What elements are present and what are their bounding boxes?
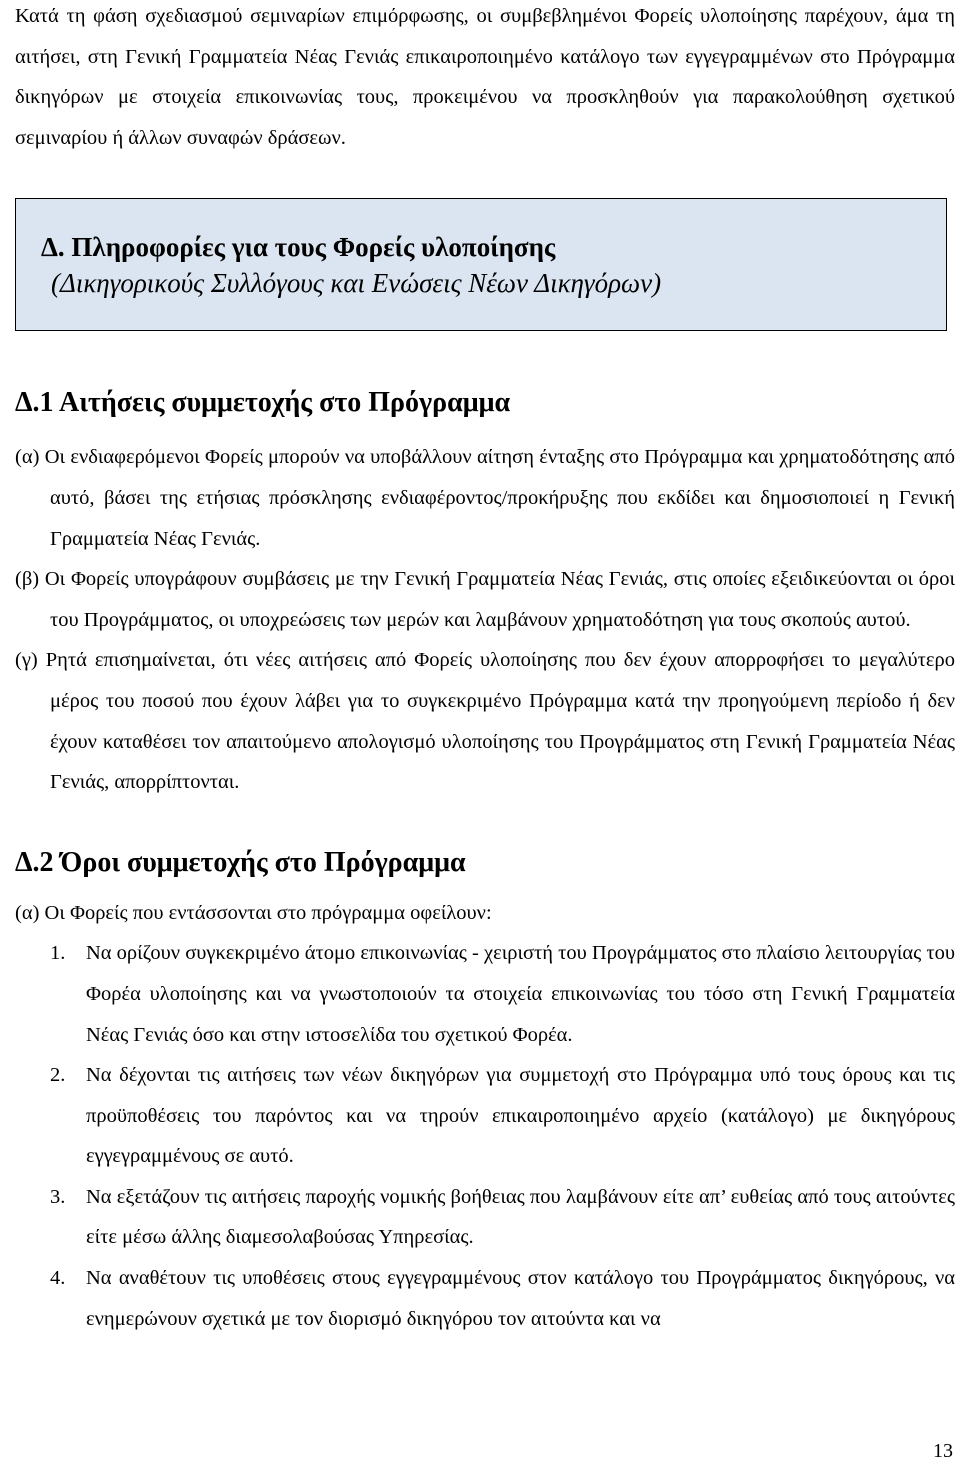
section-d-box bbox=[15, 198, 947, 331]
section-d-title: Δ. Πληροφορίες για τους Φορείς υλοποίησης bbox=[41, 232, 556, 263]
d2-numbered-list bbox=[15, 933, 955, 1339]
d1-item-b: (β) Οι Φορείς υπογράφουν συμβάσεις με την Γενική Γραμματεία Νέας Γενιάς, στις οποίες εξειδικεύονται οι όροι του Προγράμματος, οι υποχρεώσεις των μερών και λαμβάνουν χρηματοδότηση για τους σκοπούς αυτού. bbox=[15, 568, 955, 631]
d1-item-a: (α) Οι ενδιαφερόμενοι Φορείς μπορούν να υποβάλλουν αίτηση ένταξης στο Πρόγραμμα και χρηματοδότησης από αυτό, βάσει της ετήσιας πρόσκλησης ενδιαφέροντος/προκήρυξης που εκδίδει και δημοσιοποιεί η Γενική Γραμματεία Νέας Γενιάς. bbox=[15, 446, 955, 550]
page-number: 13 bbox=[933, 1440, 953, 1462]
intro-paragraph: Κατά τη φάση σχεδιασμού σεμιναρίων επιμόρφωσης, οι συμβεβλημένοι Φορείς υλοποίησης παρέχουν, άμα τη αιτήσει, στη Γενική Γραμματεία Νέας Γενιάς επικαιροποιημένο κατάλογο των εγγεγραμμένων στο Πρόγραμμα δικηγόρων με στοιχεία επικοινωνίας τους, προκειμένου να προσκληθούν για παρακολούθηση σχετικού σεμιναρίου ή άλλων συναφών δράσεων. bbox=[15, 5, 955, 149]
d1-item-c: (γ) Ρητά επισημαίνεται, ότι νέες αιτήσεις από Φορείς υλοποίησης που δεν έχουν απορροφήσει το μεγαλύτερο μέρος του ποσού που έχουν λάβει για το συγκεκριμένο Πρόγραμμα κατά την προηγούμενη περίοδο ή δεν έχουν καταθέσει τον απαιτούμενο απολογισμό υλοποίησης του Προγράμματος στη Γενική Γραμματεία Νέας Γενιάς, απορρίπτονται. bbox=[15, 649, 955, 794]
document-page bbox=[15, 0, 955, 1339]
list-item bbox=[15, 933, 955, 1055]
list-item-text: Να αναθέτουν τις υποθέσεις στους εγγεγραμμένους στον κατάλογο του Προγράμματος δικηγόρους, να ενημερώνουν σχετικά με τον διορισμό δικηγόρου τον αιτούντα και να bbox=[86, 1267, 955, 1330]
list-item bbox=[15, 1258, 955, 1339]
list-item bbox=[15, 1055, 955, 1177]
section-d-subtitle: (Δικηγορικούς Συλλόγους και Ενώσεις Νέων Δικηγόρων) bbox=[51, 268, 662, 299]
list-item-text: Να εξετάζουν τις αιτήσεις παροχής νομικής βοήθειας που λαμβάνουν είτε απ’ ευθείας από τους αιτούντες είτε μέσω άλλης διαμεσολαβούσας Υπηρεσίας. bbox=[86, 1185, 955, 1249]
list-item-text: Να δέχονται τις αιτήσεις των νέων δικηγόρων για συμμετοχή στο Πρόγραμμα υπό τους όρους και τις προϋποθέσεις του παρόντος και να τηρούν επικαιροποιημένο αρχείο (κατάλογο) με δικηγόρους εγγεγραμμένους σε αυτό. bbox=[86, 1064, 955, 1168]
section-d2-heading: Δ.2 Όροι συμμετοχής στο Πρόγραμμα bbox=[15, 846, 466, 878]
list-item bbox=[15, 1177, 955, 1258]
list-item-number: 3. bbox=[50, 1185, 66, 1208]
list-item-number: 2. bbox=[50, 1064, 66, 1087]
list-item-number: 1. bbox=[50, 942, 66, 965]
list-item-number: 4. bbox=[50, 1267, 66, 1290]
section-d1-heading: Δ.1 Αιτήσεις συμμετοχής στο Πρόγραμμα bbox=[15, 387, 511, 419]
d2-intro: (α) Οι Φορείς που εντάσσονται στο πρόγραμμα οφείλουν: bbox=[15, 901, 492, 924]
list-item-text: Να ορίζουν συγκεκριμένο άτομο επικοινωνίας - χειριστή του Προγράμματος στο πλαίσιο λειτουργίας του Φορέα υλοποίησης και να γνωστοποιούν τα στοιχεία επικοινωνίας του τόσο στη Γενική Γραμματεία Νέας Γενιάς όσο και στην ιστοσελίδα του σχετικού Φορέα. bbox=[86, 942, 955, 1046]
